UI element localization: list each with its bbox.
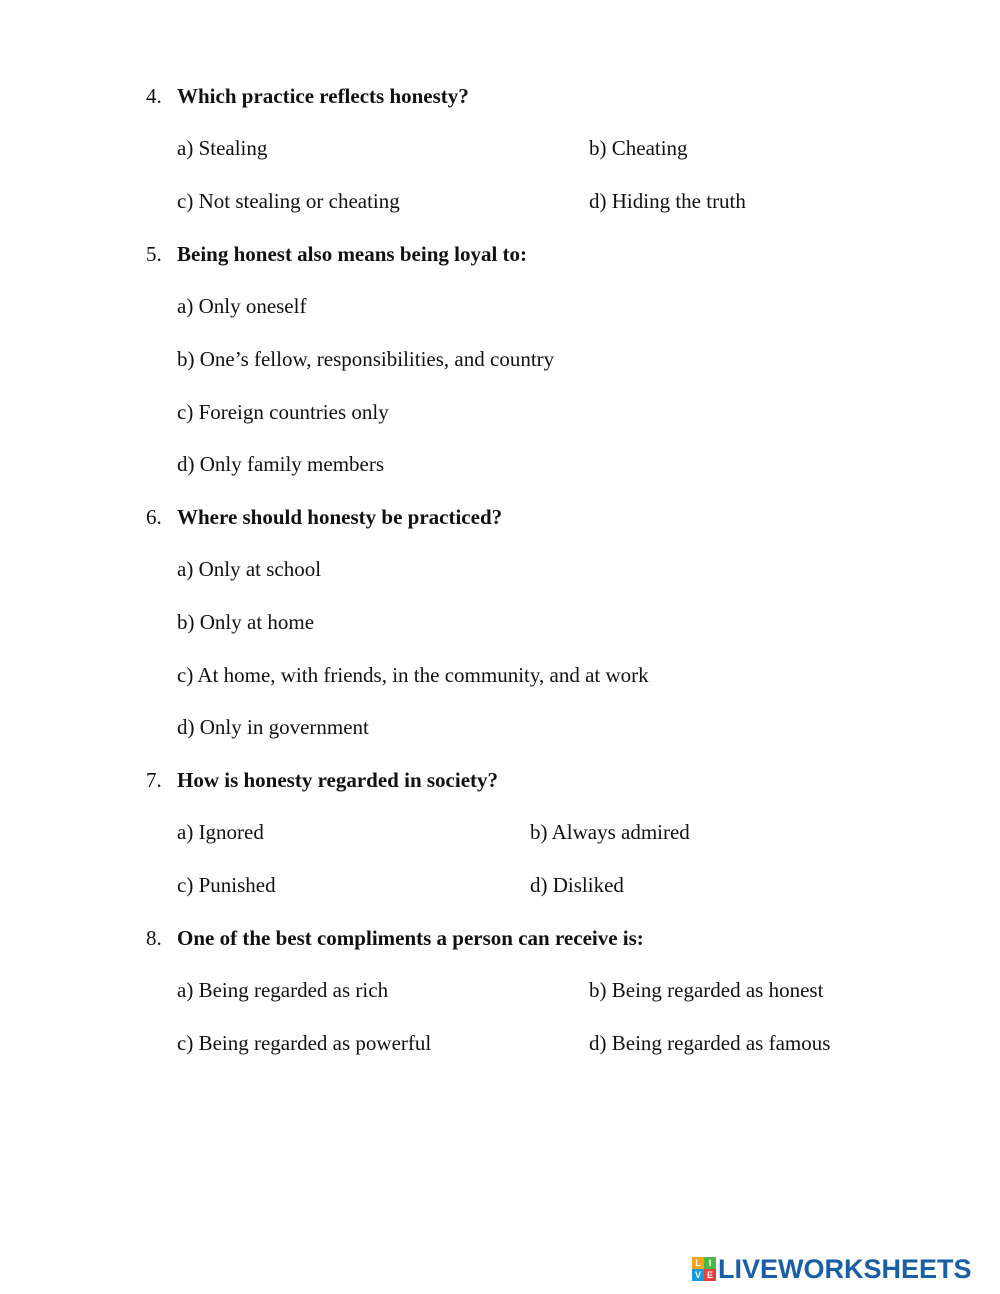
question-6-option-b[interactable]: b) Only at home [177,610,315,634]
question-8-number: 8. [146,926,162,950]
question-7-text: How is honesty regarded in society? [177,768,499,792]
question-7-option-a[interactable]: a) Ignored [177,820,264,844]
question-7-number: 7. [146,768,162,792]
question-8-option-a[interactable]: a) Being regarded as rich [177,978,389,1002]
liveworksheets-logo-icon [692,1257,716,1281]
question-6-option-a[interactable]: a) Only at school [177,557,322,581]
question-8-option-d[interactable]: d) Being regarded as famous [589,1031,831,1055]
liveworksheets-wordmark: LIVEWORKSHEETS [718,1253,972,1284]
question-7-option-c[interactable]: c) Punished [177,873,276,897]
question-4-option-a[interactable]: a) Stealing [177,136,268,160]
question-8-text: One of the best compliments a person can receive is: [177,926,644,950]
question-8-option-c[interactable]: c) Being regarded as powerful [177,1031,432,1055]
question-5-option-a[interactable]: a) Only oneself [177,294,307,318]
question-5-option-d[interactable]: d) Only family members [177,452,385,476]
logo-letter: L [692,1257,704,1269]
question-4-option-d[interactable]: d) Hiding the truth [589,189,746,213]
question-5-text: Being honest also means being loyal to: [177,242,528,266]
question-4-text: Which practice reflects honesty? [177,84,469,108]
question-7-option-b[interactable]: b) Always admired [530,820,690,844]
question-4-option-b[interactable]: b) Cheating [589,136,688,160]
question-6-option-d[interactable]: d) Only in government [177,715,369,739]
logo-letter: E [704,1269,716,1281]
liveworksheets-brand [692,1254,972,1284]
question-6-number: 6. [146,505,162,529]
question-5-option-c[interactable]: c) Foreign countries only [177,400,389,424]
question-5-number: 5. [146,242,162,266]
question-7-option-d[interactable]: d) Disliked [530,873,624,897]
question-8-option-b[interactable]: b) Being regarded as honest [589,978,824,1002]
question-6-option-c[interactable]: c) At home, with friends, in the community, and at work [177,663,649,687]
question-6-text: Where should honesty be practiced? [177,505,503,529]
question-4-number: 4. [146,84,162,108]
logo-letter: V [692,1269,704,1281]
logo-letter: I [704,1257,716,1269]
question-5-option-b[interactable]: b) One’s fellow, responsibilities, and country [177,347,555,371]
question-4-option-c[interactable]: c) Not stealing or cheating [177,189,400,213]
